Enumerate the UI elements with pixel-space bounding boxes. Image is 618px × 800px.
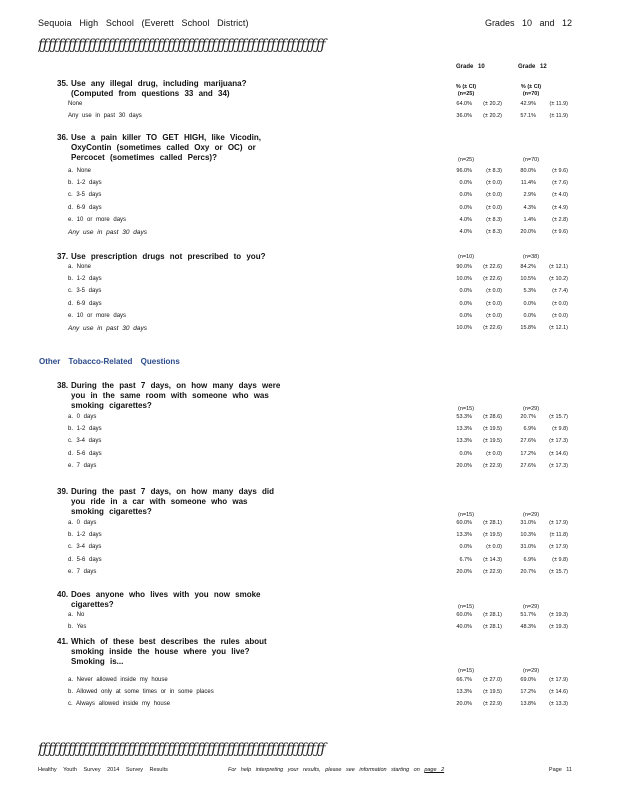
- grade12-percent: 20.7%: [520, 414, 536, 420]
- grade10-percent: 0.0%: [459, 180, 472, 187]
- grade12-ci: (± 10.2): [549, 276, 568, 283]
- grade12-percent: 57.1%: [520, 113, 536, 119]
- grade10-percent: 0.0%: [459, 288, 472, 295]
- grade10-percent: 10.0%: [456, 325, 472, 331]
- grade12-ci: (± 0.0): [552, 300, 568, 307]
- sample-size-row: [68, 157, 588, 165]
- question-text-line: [57, 381, 280, 391]
- grade12-percent: 17.2%: [520, 450, 536, 457]
- grade12-sample-size: (n=29): [523, 512, 540, 518]
- question-41: [57, 637, 267, 667]
- grade10-ci: (± 22.6): [483, 325, 502, 331]
- response-label: d. 6-9 days: [68, 300, 102, 307]
- grade10-percent: 0.0%: [459, 204, 472, 211]
- grade12-ci: (± 15.7): [549, 414, 568, 420]
- grade12-ci: (± 4.9): [552, 204, 568, 211]
- footer-help-text: [228, 767, 444, 773]
- grade10-ci: (± 0.0): [486, 204, 502, 211]
- footer-help-prefix: For help interpreting your results, please see information starting on: [228, 767, 420, 773]
- response-row: [68, 689, 588, 699]
- sample-size-row: [68, 254, 588, 262]
- response-row: [68, 288, 588, 298]
- response-row: [68, 451, 588, 461]
- grade12-percent: 15.8%: [520, 325, 536, 331]
- grade12-percent: 11.4%: [520, 180, 536, 187]
- response-label: Any use in past 30 days: [68, 325, 148, 332]
- grade12-ci: (± 2.8): [552, 216, 568, 223]
- response-row: [68, 624, 588, 634]
- grade10-sample-size: (n=25): [458, 157, 475, 163]
- sample-size-row: [68, 604, 588, 612]
- response-label: Any use in past 30 days: [68, 229, 148, 236]
- grade12-ci: (± 14.6): [549, 689, 568, 695]
- grade10-ci: (± 0.0): [486, 180, 502, 187]
- response-row: [68, 113, 588, 123]
- grade10-ci: (± 27.0): [483, 677, 502, 683]
- response-row: [68, 217, 588, 227]
- question-text: Which of these best describes the rules about: [71, 637, 267, 646]
- grade12-percent: 48.3%: [520, 624, 536, 631]
- footer-page-link[interactable]: page 2: [424, 767, 445, 773]
- response-label: a. None: [68, 264, 92, 270]
- grade12-ci: (± 7.4): [552, 288, 568, 295]
- grade10-percent: 60.0%: [456, 612, 472, 618]
- grade12-ci: (± 14.6): [549, 450, 568, 457]
- response-row: [68, 520, 588, 530]
- question-text: Use any illegal drug, including marijuana?: [71, 79, 247, 88]
- response-label: e. 7 days: [68, 462, 97, 469]
- question-number: 38.: [57, 381, 69, 390]
- response-label: b. 1-2 days: [68, 180, 102, 187]
- response-label: c. 3-4 days: [68, 544, 102, 551]
- grade10-percent: 0.0%: [459, 192, 472, 199]
- question-text: you ride in a car with someone who was: [71, 497, 248, 506]
- question-number: 41.: [57, 637, 69, 646]
- grade10-sample-size: (n=15): [458, 668, 475, 674]
- grade10-percent: 40.0%: [456, 624, 472, 631]
- question-35: [57, 79, 246, 99]
- question-text: OxyContin (sometimes called Oxy or OC) or: [71, 143, 256, 152]
- response-label: e. 10 or more days: [68, 216, 127, 223]
- grade10-ci: (± 19.5): [483, 689, 502, 695]
- grade12-percent: 2.9%: [523, 192, 536, 199]
- question-text-line: [57, 143, 261, 153]
- response-label: c. 3-5 days: [68, 192, 102, 199]
- grade12-column-header: Grade 12: [518, 64, 547, 70]
- response-row: [68, 276, 588, 286]
- grade12-ci: (± 9.8): [552, 426, 568, 433]
- grade12-percent: 1.4%: [523, 216, 536, 223]
- grade12-percent: 51.7%: [520, 612, 536, 618]
- grade10-percent: 13.3%: [456, 689, 472, 695]
- question-text-line: [57, 391, 280, 401]
- grade12-sample-size: (n=29): [523, 668, 540, 674]
- response-label: b. 1-2 days: [68, 426, 102, 433]
- grade12-percent: 80.0%: [520, 168, 536, 174]
- response-label: a. No: [68, 612, 85, 618]
- question-text: Use prescription drugs not prescribed to you?: [71, 252, 266, 261]
- response-label: b. 1-2 days: [68, 276, 102, 283]
- response-row: [68, 205, 588, 215]
- grades-header: Grades 10 and 12: [484, 18, 572, 28]
- question-text-line: [57, 487, 274, 497]
- grade10-ci: (± 22.9): [483, 462, 502, 469]
- response-label: d. 6-9 days: [68, 204, 102, 211]
- response-row: [68, 414, 588, 424]
- grade10-percent: 13.3%: [456, 426, 472, 433]
- grade12-percent: 31.0%: [520, 544, 536, 551]
- grade12-ci: (± 12.1): [549, 264, 568, 270]
- grade10-sample-size: (n=10): [458, 254, 475, 260]
- grade10-column-header: Grade 10: [456, 64, 485, 70]
- grade10-percent: 0.0%: [459, 300, 472, 307]
- grade12-percent: 20.0%: [520, 229, 536, 235]
- top-rule: ƒƒƒƒƒƒƒƒƒƒƒƒƒƒƒƒƒƒƒƒƒƒƒƒƒƒƒƒƒƒƒƒƒƒƒƒƒƒƒƒƒƒƒƒƒƒƒƒƒƒƒƒƒƒƒƒƒƒ: [38, 38, 326, 52]
- grade12-ci: (± 15.7): [549, 568, 568, 575]
- question-text: cigarettes?: [71, 600, 114, 609]
- question-text-line: [57, 647, 267, 657]
- grade12-percent: 17.2%: [520, 689, 536, 695]
- grade12-percent: 27.6%: [520, 462, 536, 469]
- sample-size-row: [68, 512, 588, 520]
- response-row: [68, 168, 588, 178]
- grade12-percent: 27.6%: [520, 438, 536, 445]
- question-text: Smoking is...: [71, 657, 124, 666]
- response-label: e. 10 or more days: [68, 312, 127, 319]
- question-text: Does anyone who lives with you now smoke: [71, 590, 261, 599]
- grade10-ci: (± 19.5): [483, 426, 502, 433]
- ci-label: % (± CI): [520, 84, 542, 90]
- question-text-line: [57, 89, 246, 99]
- footer-page-number: Page 11: [548, 767, 572, 773]
- grade10-ci: (± 0.0): [486, 288, 502, 295]
- grade10-ci: (± 0.0): [486, 192, 502, 199]
- grade12-percent: 20.7%: [520, 568, 536, 575]
- response-label: a. None: [68, 168, 92, 174]
- grade12-ci: (± 11.9): [549, 113, 568, 119]
- grade10-ci: (± 28.6): [483, 414, 502, 420]
- grade12-ci: (± 17.9): [549, 677, 568, 683]
- grade12-ci: (± 19.3): [549, 624, 568, 631]
- grade12-ci: (± 9.6): [552, 168, 568, 174]
- response-row: [68, 438, 588, 448]
- grade12-ci: (± 17.3): [549, 462, 568, 469]
- response-label: Any use in past 30 days: [68, 113, 142, 119]
- question-text-line: [57, 637, 267, 647]
- grade12-percent: 31.0%: [520, 520, 536, 526]
- grade10-percent: 20.0%: [456, 462, 472, 469]
- grade10-percent: 36.0%: [456, 113, 472, 119]
- question-text: smoking cigarettes?: [71, 401, 152, 410]
- grade10-ci: (± 20.2): [483, 101, 502, 107]
- response-row: [68, 264, 588, 274]
- response-label: c. 3-5 days: [68, 288, 102, 295]
- grade12-percent: 6.9%: [523, 556, 536, 563]
- question-text-line: [57, 590, 260, 600]
- grade12-percent: 4.3%: [523, 204, 536, 211]
- section-title: Other Tobacco-Related Questions: [39, 357, 180, 366]
- question-text-line: [57, 657, 267, 667]
- response-label: a. 0 days: [68, 414, 97, 420]
- response-row: [68, 677, 588, 687]
- response-row: [68, 701, 588, 711]
- grade10-percent: 13.3%: [456, 438, 472, 445]
- grade12-ci: (± 7.6): [552, 180, 568, 187]
- grade10-ci: (± 8.3): [486, 168, 502, 174]
- question-text: During the past 7 days, on how many days were: [71, 381, 281, 390]
- question-number: 37.: [57, 252, 69, 261]
- sample-size-row: [68, 406, 588, 414]
- response-label: None: [68, 101, 83, 107]
- question-text: Percocet (sometimes called Percs)?: [71, 153, 217, 162]
- question-number: 35.: [57, 79, 69, 88]
- grade10-percent: 0.0%: [459, 312, 472, 319]
- question-number: 36.: [57, 133, 69, 142]
- grade10-ci: (± 14.3): [483, 556, 502, 563]
- bottom-rule: ƒƒƒƒƒƒƒƒƒƒƒƒƒƒƒƒƒƒƒƒƒƒƒƒƒƒƒƒƒƒƒƒƒƒƒƒƒƒƒƒƒƒƒƒƒƒƒƒƒƒƒƒƒƒƒƒƒƒ: [38, 742, 326, 756]
- grade12-ci: (± 17.9): [549, 544, 568, 551]
- grade12-ci: (± 13.3): [549, 701, 568, 707]
- question-text-line: [57, 497, 274, 507]
- response-label: b. 1-2 days: [68, 532, 102, 539]
- school-header: Sequoia High School (Everett School District): [38, 18, 249, 28]
- sample-size-row: [68, 668, 588, 676]
- ci-label: % (± CI): [455, 84, 477, 90]
- grade12-ci: (± 19.3): [549, 612, 568, 618]
- response-row: [68, 557, 588, 567]
- response-label: d. 5-6 days: [68, 556, 102, 563]
- grade12-percent: 10.5%: [520, 276, 536, 283]
- grade12-percent: 13.8%: [520, 701, 536, 707]
- response-row: [68, 192, 588, 202]
- response-row: [68, 301, 588, 311]
- grade10-n: (n=25): [457, 91, 475, 97]
- response-row: [68, 229, 588, 239]
- grade10-ci: (± 20.2): [483, 113, 502, 119]
- grade12-percent: 0.0%: [523, 312, 536, 319]
- response-label: c. 3-4 days: [68, 438, 102, 445]
- grade10-sample-size: (n=15): [458, 406, 475, 412]
- response-row: [68, 612, 588, 622]
- grade12-sample-size: (n=38): [523, 254, 540, 260]
- response-label: b. Yes: [68, 624, 87, 631]
- grade12-subheader: [513, 84, 549, 98]
- grade10-percent: 64.0%: [456, 101, 472, 107]
- question-text: you in the same room with someone who was: [71, 391, 269, 400]
- grade10-ci: (± 0.0): [486, 300, 502, 307]
- grade12-ci: (± 17.3): [549, 438, 568, 445]
- grade10-sample-size: (n=15): [458, 512, 475, 518]
- grade12-n: (n=70): [522, 91, 540, 97]
- response-label: b. Allowed only at some times or in some places: [68, 689, 214, 695]
- grade10-percent: 4.0%: [459, 229, 472, 235]
- response-label: e. 7 days: [68, 568, 97, 575]
- grade10-percent: 6.7%: [459, 556, 472, 563]
- grade10-percent: 53.3%: [456, 414, 472, 420]
- grade10-percent: 0.0%: [459, 544, 472, 551]
- grade12-ci: (± 0.0): [552, 312, 568, 319]
- grade10-ci: (± 22.6): [483, 276, 502, 283]
- grade12-percent: 5.3%: [523, 288, 536, 295]
- response-row: [68, 532, 588, 542]
- grade10-ci: (± 19.5): [483, 438, 502, 445]
- grade10-sample-size: (n=15): [458, 604, 475, 610]
- question-text: Use a pain killer TO GET HIGH, like Vicodin,: [71, 133, 261, 142]
- grade10-percent: 90.0%: [456, 264, 472, 270]
- grade10-ci: (± 8.3): [486, 229, 502, 235]
- grade12-ci: (± 9.6): [552, 229, 568, 235]
- grade12-sample-size: (n=29): [523, 604, 540, 610]
- grade12-ci: (± 11.9): [549, 101, 568, 107]
- grade10-ci: (± 0.0): [486, 312, 502, 319]
- grade12-ci: (± 12.1): [549, 325, 568, 331]
- grade12-ci: (± 4.0): [552, 192, 568, 199]
- response-row: [68, 180, 588, 190]
- question-text-line: [57, 79, 246, 89]
- grade10-ci: (± 22.9): [483, 568, 502, 575]
- response-row: [68, 101, 588, 111]
- grade12-percent: 10.3%: [520, 532, 536, 539]
- question-text: During the past 7 days, on how many days did: [71, 487, 275, 496]
- grade12-sample-size: (n=70): [523, 157, 540, 163]
- grade10-percent: 0.0%: [459, 450, 472, 457]
- response-row: [68, 313, 588, 323]
- grade10-ci: (± 8.3): [486, 216, 502, 223]
- grade10-ci: (± 0.0): [486, 544, 502, 551]
- question-number: 39.: [57, 487, 69, 496]
- response-label: a. Never allowed inside my house: [68, 677, 168, 683]
- grade12-ci: (± 17.9): [549, 520, 568, 526]
- grade10-percent: 10.0%: [456, 276, 472, 283]
- response-row: [68, 544, 588, 554]
- response-label: a. 0 days: [68, 520, 97, 526]
- grade10-ci: (± 28.1): [483, 624, 502, 631]
- grade10-ci: (± 28.1): [483, 612, 502, 618]
- grade12-percent: 6.9%: [523, 426, 536, 433]
- grade10-ci: (± 22.6): [483, 264, 502, 270]
- response-label: d. 5-6 days: [68, 450, 102, 457]
- response-row: [68, 569, 588, 579]
- grade10-ci: (± 28.1): [483, 520, 502, 526]
- grade12-percent: 84.2%: [520, 264, 536, 270]
- response-label: c. Always allowed inside my house: [68, 701, 171, 707]
- grade10-percent: 96.0%: [456, 168, 472, 174]
- grade10-ci: (± 19.5): [483, 532, 502, 539]
- grade10-subheader: [448, 84, 484, 98]
- grade10-percent: 66.7%: [456, 677, 472, 683]
- question-text: (Computed from questions 33 and 34): [71, 89, 230, 98]
- grade12-percent: 69.0%: [520, 677, 536, 683]
- grade10-percent: 20.0%: [456, 701, 472, 707]
- grade10-percent: 13.3%: [456, 532, 472, 539]
- question-text: smoking cigarettes?: [71, 507, 152, 516]
- grade10-percent: 20.0%: [456, 568, 472, 575]
- grade10-percent: 60.0%: [456, 520, 472, 526]
- footer-survey-name: Healthy Youth Survey 2014 Survey Results: [38, 767, 168, 773]
- response-row: [68, 426, 588, 436]
- question-text-line: [57, 133, 261, 143]
- grade12-sample-size: (n=29): [523, 406, 540, 412]
- grade10-ci: (± 22.9): [483, 701, 502, 707]
- question-number: 40.: [57, 590, 69, 599]
- question-text: smoking inside the house where you live?: [71, 647, 250, 656]
- grade12-percent: 0.0%: [523, 300, 536, 307]
- response-row: [68, 325, 588, 335]
- grade10-ci: (± 0.0): [486, 450, 502, 457]
- grade12-ci: (± 9.8): [552, 556, 568, 563]
- grade10-percent: 4.0%: [459, 216, 472, 223]
- response-row: [68, 463, 588, 473]
- grade12-ci: (± 11.8): [549, 532, 568, 539]
- grade12-percent: 42.9%: [520, 101, 536, 107]
